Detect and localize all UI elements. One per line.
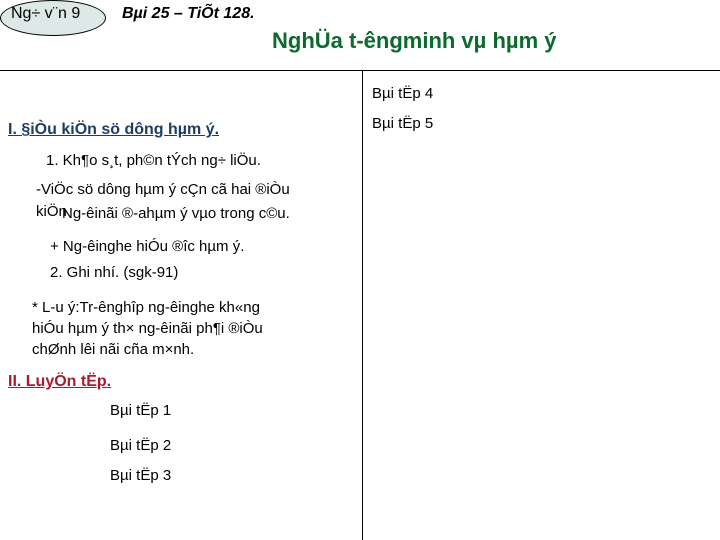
note-line-2: hiÓu hµm ý th× ng-êinãi ph¶i ®iÒu	[32, 320, 263, 337]
exercise-2-link[interactable]: Bµi tËp 2	[110, 437, 172, 454]
lesson-title: NghÜa t-êngminh vµ hµm ý	[272, 28, 557, 53]
conditions-line-1: -ViÖc sö dông hµm ý cÇn cã hai ®iÒu	[36, 181, 290, 198]
conditions-listener-bullet: + Ng-êinghe hiÓu ®îc hµm ý.	[50, 238, 245, 255]
conditions-line-2-prefix: kiÖn	[36, 203, 67, 220]
exercise-3-link[interactable]: Bµi tËp 3	[110, 467, 172, 484]
conditions-line-2-speaker: Ng-êinãi ®-ahµm ý vµo trong c©u.	[62, 205, 290, 222]
exercise-1-link[interactable]: Bµi tËp 1	[110, 402, 172, 419]
lesson-number: Bµi 25 – TiÕt 128.	[122, 5, 255, 22]
exercise-4-link[interactable]: Bµi tËp 4	[372, 85, 434, 102]
note-line-1: * L-u ý:Tr-ênghîp ng-êinghe kh«ng	[32, 299, 260, 316]
exercise-5-link[interactable]: Bµi tËp 5	[372, 115, 434, 132]
note-line-3: chØnh lêi nãi cña m×nh.	[32, 341, 195, 358]
subject-label: Ng÷ v¨n 9	[11, 5, 81, 22]
vertical-divider	[362, 70, 363, 540]
horizontal-divider	[0, 70, 720, 71]
section-1-heading[interactable]: I. §iÒu kiÖn sö dông hµm ý.	[8, 121, 220, 138]
section-1-item-1: 1. Kh¶o s¸t, ph©n tÝch ng÷ liÖu.	[46, 152, 261, 169]
section-1-item-2: 2. Ghi nhí. (sgk-91)	[50, 264, 179, 281]
section-2-heading[interactable]: II. LuyÖn tËp.	[8, 373, 112, 390]
